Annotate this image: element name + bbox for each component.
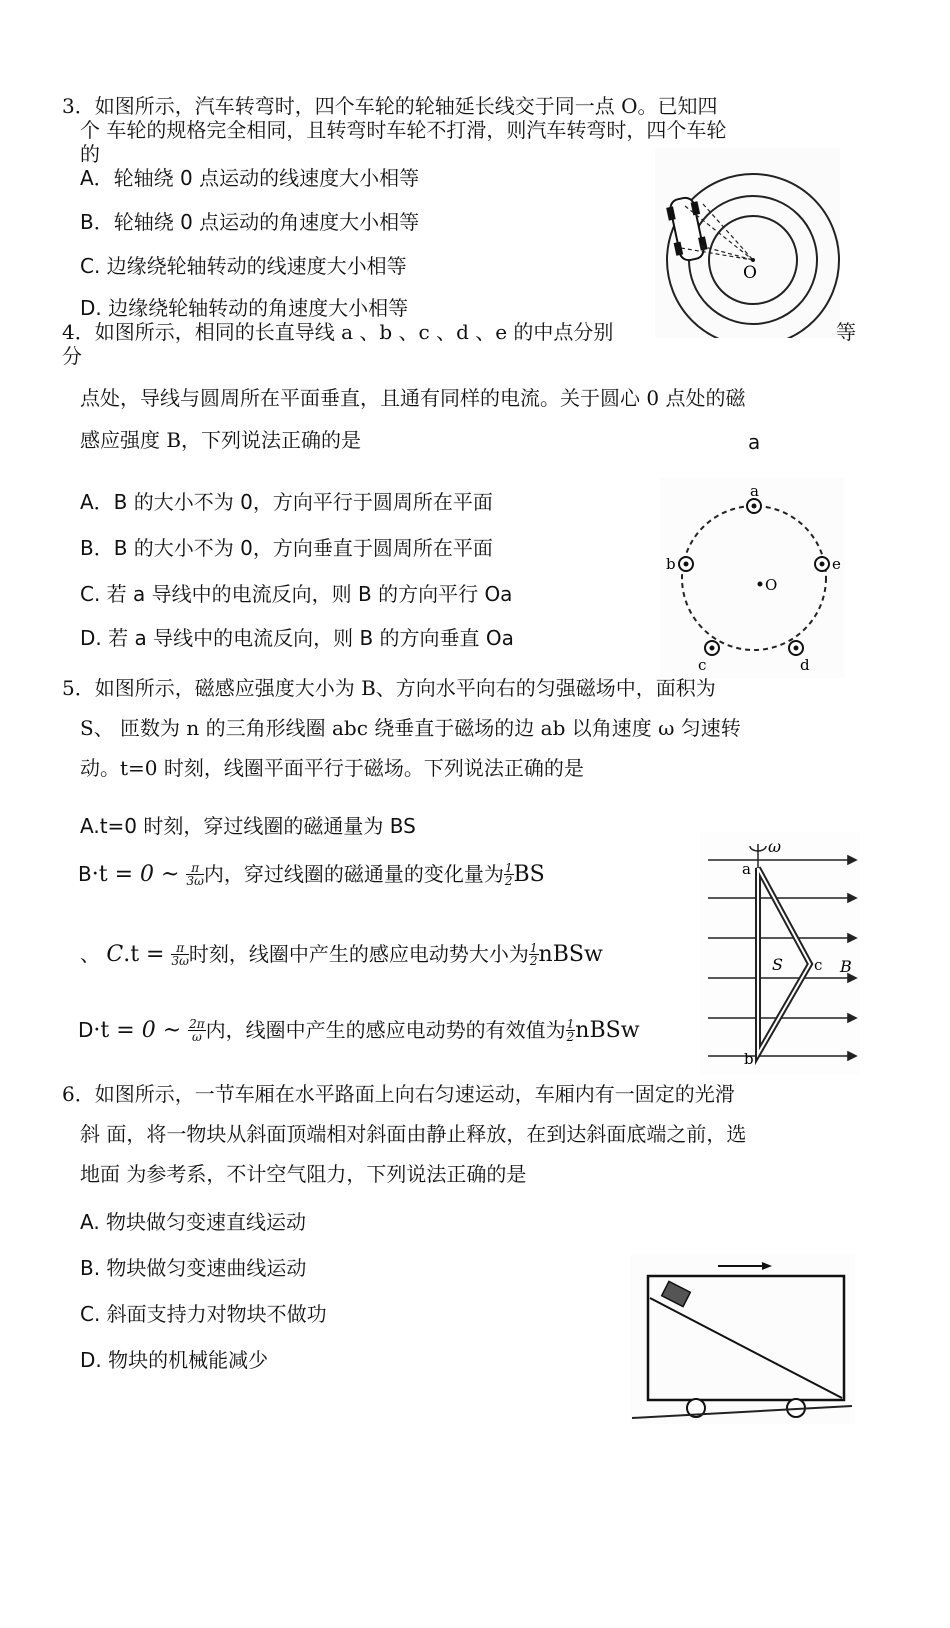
q4-wires-figure [660, 478, 845, 678]
q3-stem-line2: 个 车轮的规格完全相同，且转弯时车轮不打滑，则汽车转弯时，四个车轮 [80, 118, 727, 142]
q6-stem-line1: 6．如图所示，一节车厢在水平路面上向右匀速运动，车厢内有一固定的光滑 [62, 1082, 735, 1106]
q5-option-a: A.t=0 时刻，穿过线圈的磁通量为 BS [80, 814, 416, 838]
wire-c-icon [705, 641, 719, 655]
q4-stem-line4: 感应强度 B，下列说法正确的是 [80, 428, 362, 452]
q4-option-c: C. 若 a 导线中的电流反向，则 B 的方向平行 Oa [80, 582, 513, 606]
wire-a-icon [747, 499, 761, 513]
q6-stem-line3: 地面 为参考系，不计空气阻力，下列说法正确的是 [80, 1162, 527, 1186]
q3-option-b: B．轮轴绕 0 点运动的角速度大小相等 [80, 210, 420, 234]
q6-carriage-figure [630, 1254, 855, 1424]
q5-option-d-label: D [78, 1018, 94, 1042]
q5-label-omega: ω [768, 837, 782, 856]
q5-stem-line1: 5．如图所示，磁感应强度大小为 B、方向水平向右的匀强磁场中，面积为 [62, 676, 716, 700]
q4-label-d: d [800, 656, 810, 674]
q5-option-d: D·t = 0 ~ $\frac{2\pi}{\omega}$ 内，线圈中产生的感应电动势的有效值为 $\frac{1}{2}$ nBSw [78, 1017, 640, 1045]
q4-label-c: c [698, 656, 707, 674]
q5-stem-line2: S、 匝数为 n 的三角形线圈 abc 绕垂直于磁场的边 ab 以角速度 ω 匀速转 [80, 716, 741, 740]
q3-option-d: D. 边缘绕轮轴转动的角速度大小相等 [80, 296, 409, 320]
q5-label-b-field: B [840, 957, 852, 976]
q4-option-b: B．B 的大小不为 0，方向垂直于圆周所在平面 [80, 536, 493, 560]
q5-option-b-label: B [78, 862, 92, 886]
q6-option-a: A. 物块做匀变速直线运动 [80, 1210, 307, 1234]
q3-stem-line1: 3．如图所示，汽车转弯时，四个车轮的轮轴延长线交于同一点 O。已知四 [62, 94, 718, 118]
q4-stem-line2: 分 [62, 344, 82, 368]
q3-option-a: A．轮轴绕 0 点运动的线速度大小相等 [80, 166, 420, 190]
q4-label-o: O [765, 576, 778, 594]
q6-option-c: C. 斜面支持力对物块不做功 [80, 1302, 327, 1326]
q4-stem-figure-letter: a [748, 430, 761, 454]
q4-option-d: D. 若 a 导线中的电流反向，则 B 的方向垂直 Oa [80, 626, 514, 650]
q5-label-s: S [772, 955, 783, 974]
q6-option-b: B. 物块做匀变速曲线运动 [80, 1256, 307, 1280]
q3-figure-label-o: O [743, 263, 757, 283]
q4-option-a: A．B 的大小不为 0，方向平行于圆周所在平面 [80, 490, 493, 514]
q4-stem-line1: 4．如图所示，相同的长直导线 a 、b 、c 、d 、e 的中点分别 [62, 320, 614, 344]
q5-label-a: a [742, 860, 751, 878]
q5-stem-line3: 动。t=0 时刻，线圈平面平行于磁场。下列说法正确的是 [80, 756, 584, 780]
q3-car-turning-figure [655, 148, 840, 338]
wire-e-icon [815, 557, 829, 571]
q4-stem-line1-cut: 等 [836, 320, 856, 344]
q6-stem-line2: 斜 面，将一物块从斜面顶端相对斜面由静止释放，在到达斜面底端之前，选 [80, 1122, 747, 1146]
q5-label-b: b [744, 1050, 754, 1068]
q5-option-c: 、 C.t = $\frac{\pi}{3\omega}$ 时刻，线圈中产生的感应电动势大小为 $\frac{1}{2}$ nBSw [80, 941, 603, 969]
wire-b-icon [679, 557, 693, 571]
q4-stem-line3: 点处，导线与圆周所在平面垂直，且通有同样的电流。关于圆心 0 点处的磁 [80, 386, 746, 410]
q4-label-b: b [666, 555, 676, 573]
q6-option-d: D. 物块的机械能减少 [80, 1348, 269, 1372]
q5-option-b: B·t = 0 ~ $\frac{\pi}{3\omega}$ 内，穿过线圈的磁通量的变化量为 $\frac{1}{2}$ BS [78, 861, 545, 889]
q5-coil-figure [700, 832, 860, 1074]
q5-label-c: c [814, 956, 823, 974]
q4-label-e: e [832, 555, 841, 573]
q3-option-c: C. 边缘绕轮轴转动的线速度大小相等 [80, 254, 407, 278]
q3-stem-line3: 的 [80, 142, 100, 166]
wire-d-icon [789, 641, 803, 655]
q4-label-a: a [750, 482, 759, 500]
